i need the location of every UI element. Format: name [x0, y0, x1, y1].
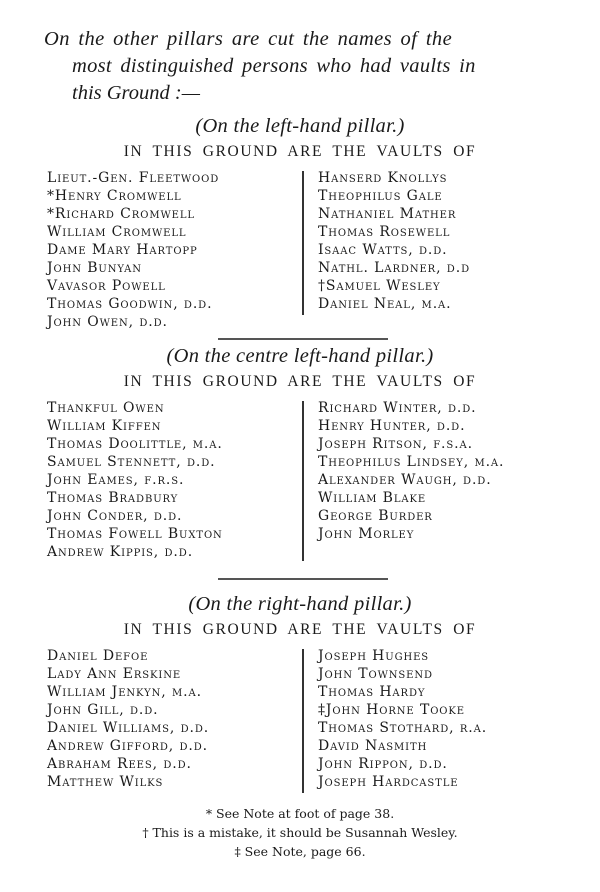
- name-entry: Nathaniel Mather: [318, 206, 457, 222]
- name-entry: John Rippon, d.d.: [318, 756, 448, 772]
- footnotes: [0, 804, 600, 861]
- section-separator: [218, 578, 388, 580]
- name-entry: Thomas Hardy: [318, 684, 426, 700]
- name-entry: Thomas Goodwin, d.d.: [47, 296, 213, 312]
- names-column-right: [318, 169, 470, 313]
- names-column-left: [47, 399, 223, 561]
- footnote-asterisk: * See Note at foot of page 38.: [205, 806, 395, 821]
- name-entry: David Nasmith: [318, 738, 428, 754]
- names-columns: [0, 169, 600, 335]
- names-column-right: [318, 399, 504, 543]
- name-entry: Samuel Stennett, d.d.: [47, 454, 216, 470]
- name-entry: Thomas Stothard, r.a.: [318, 720, 488, 736]
- pillar-title: (On the right-hand pillar.): [188, 593, 412, 615]
- name-entry: Lieut.-Gen. Fleetwood: [47, 170, 220, 186]
- name-entry: John Owen, d.d.: [47, 314, 168, 330]
- intro-line-3: this Ground :—: [72, 82, 200, 104]
- name-entry: William Kiffen: [47, 418, 162, 434]
- name-entry: John Morley: [318, 526, 415, 542]
- column-divider: [302, 649, 304, 793]
- name-entry: Thomas Doolittle, m.a.: [47, 436, 223, 452]
- footnote-dagger: † This is a mistake, it should be Susannah Wesley.: [142, 825, 458, 840]
- name-entry: John Gill, d.d.: [47, 702, 159, 718]
- name-entry: Nathl. Lardner, d.d: [318, 260, 470, 276]
- name-entry: George Burder: [318, 508, 433, 524]
- names-columns: [0, 647, 600, 797]
- name-entry: Daniel Neal, m.a.: [318, 296, 452, 312]
- name-entry: Daniel Defoe: [47, 648, 149, 664]
- names-column-left: [47, 647, 209, 791]
- vaults-heading: IN THIS GROUND ARE THE VAULTS OF: [123, 143, 477, 160]
- name-entry: Thomas Bradbury: [47, 490, 179, 506]
- name-entry: ‡John Horne Tooke: [318, 702, 465, 718]
- intro-line-1: On the other pillars are cut the names of the: [44, 28, 453, 50]
- name-entry: Dame Mary Hartopp: [47, 242, 198, 258]
- names-column-right: [318, 647, 487, 791]
- name-entry: Richard Winter, d.d.: [318, 400, 477, 416]
- intro-paragraph: [44, 26, 564, 107]
- name-entry: Joseph Hardcastle: [318, 774, 459, 790]
- name-entry: Matthew Wilks: [47, 774, 164, 790]
- names-column-left: [47, 169, 219, 331]
- name-entry: John Eames, f.r.s.: [47, 472, 185, 488]
- name-entry: Lady Ann Erskine: [47, 666, 182, 682]
- name-entry: Isaac Watts, d.d.: [318, 242, 448, 258]
- vaults-heading: IN THIS GROUND ARE THE VAULTS OF: [123, 621, 477, 638]
- name-entry: *Henry Cromwell: [47, 188, 182, 204]
- name-entry: Joseph Hughes: [318, 648, 430, 664]
- name-entry: Theophilus Lindsey, m.a.: [318, 454, 505, 470]
- name-entry: John Conder, d.d.: [47, 508, 183, 524]
- name-entry: Theophilus Gale: [318, 188, 443, 204]
- name-entry: William Jenkyn, m.a.: [47, 684, 202, 700]
- name-entry: Andrew Gifford, d.d.: [47, 738, 209, 754]
- name-entry: *Richard Cromwell: [47, 206, 195, 222]
- name-entry: Andrew Kippis, d.d.: [47, 544, 194, 560]
- name-entry: †Samuel Wesley: [318, 278, 441, 294]
- pillar-title: (On the left-hand pillar.): [195, 115, 405, 137]
- name-entry: Abraham Rees, d.d.: [47, 756, 192, 772]
- name-entry: Henry Hunter, d.d.: [318, 418, 466, 434]
- section-right-hand-pillar: [0, 591, 600, 797]
- pillar-title: (On the centre left-hand pillar.): [166, 345, 434, 367]
- name-entry: John Townsend: [318, 666, 433, 682]
- name-entry: Hanserd Knollys: [318, 170, 448, 186]
- name-entry: Alexander Waugh, d.d.: [318, 472, 492, 488]
- name-entry: Vavasor Powell: [47, 278, 166, 294]
- section-left-hand-pillar: [0, 113, 600, 335]
- name-entry: William Cromwell: [47, 224, 187, 240]
- name-entry: Thomas Rosewell: [318, 224, 451, 240]
- column-divider: [302, 171, 304, 315]
- vaults-heading: IN THIS GROUND ARE THE VAULTS OF: [123, 373, 477, 390]
- section-separator: [218, 338, 388, 340]
- name-entry: Joseph Ritson, f.s.a.: [318, 436, 473, 452]
- footnote-double-dagger: ‡ See Note, page 66.: [234, 844, 366, 859]
- names-columns: [0, 399, 600, 565]
- name-entry: Daniel Williams, d.d.: [47, 720, 210, 736]
- name-entry: William Blake: [318, 490, 427, 506]
- column-divider: [302, 401, 304, 561]
- name-entry: John Bunyan: [47, 260, 142, 276]
- section-centre-left-hand-pillar: [0, 343, 600, 565]
- name-entry: Thomas Fowell Buxton: [47, 526, 223, 542]
- name-entry: Thankful Owen: [47, 400, 165, 416]
- intro-line-2: most distinguished persons who had vaults in: [72, 55, 476, 77]
